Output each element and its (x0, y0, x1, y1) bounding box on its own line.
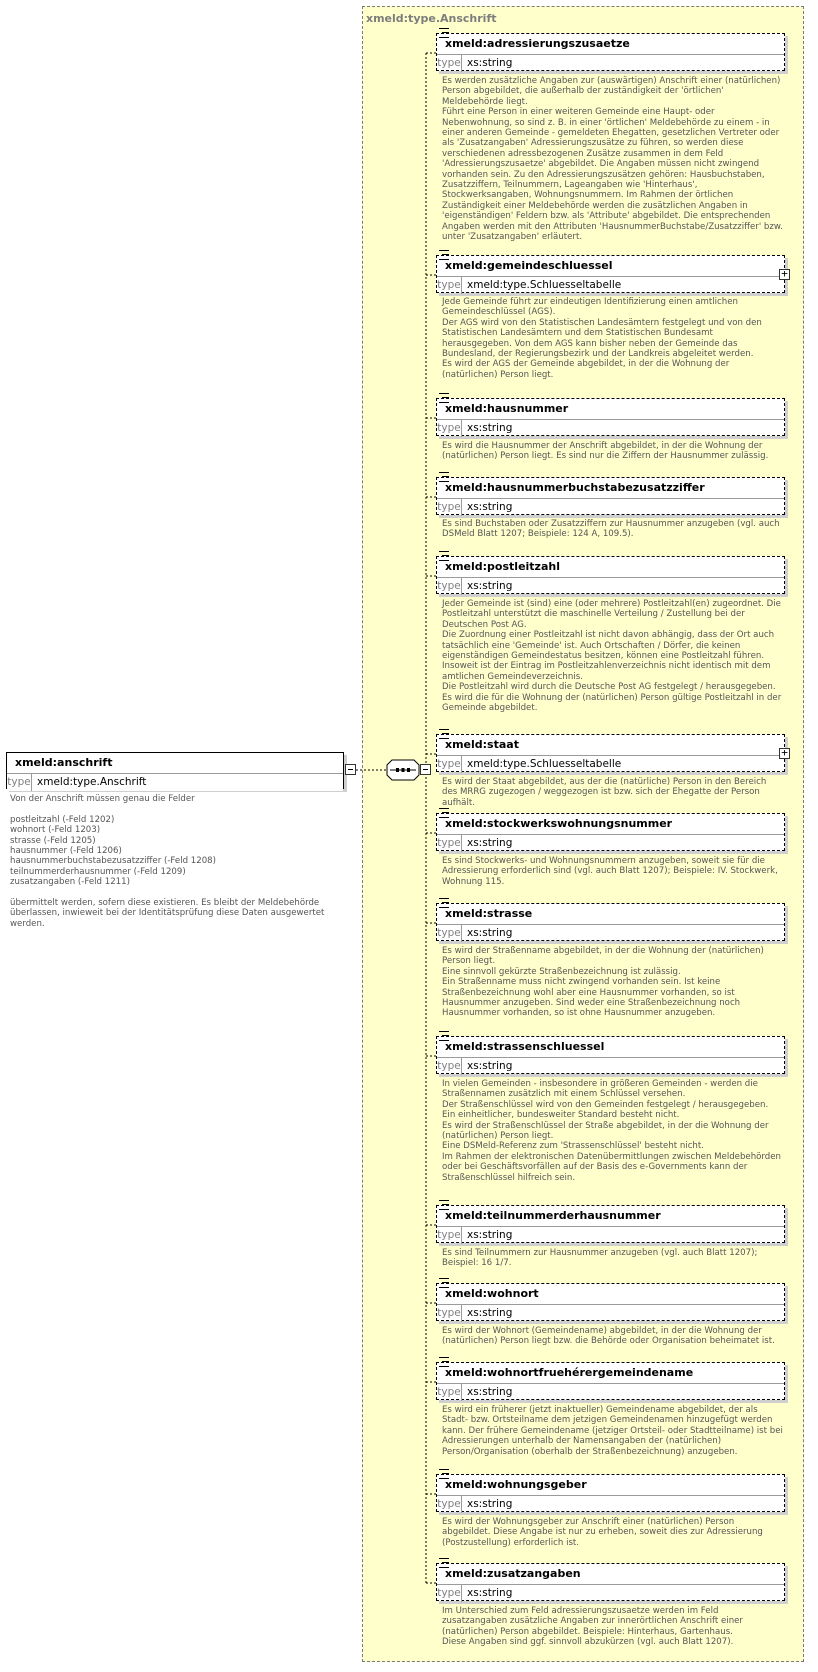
documentation-icon (439, 1200, 449, 1210)
root-type-value: xmeld:type.Anschrift (37, 776, 147, 788)
type-label: type (437, 55, 462, 72)
expand-icon[interactable]: + (779, 269, 790, 280)
element-box[interactable] (436, 33, 785, 71)
documentation-icon (439, 551, 449, 561)
element-box[interactable] (436, 1362, 785, 1400)
element-description: Es wird der Staat abgebildet, aus der die (natürliche) Person in den Bereich des MRRG zugezogen / weggezogen ist bzw. sich der Ehegatte der Person aufhält. (442, 777, 767, 808)
type-label: type (437, 277, 462, 294)
type-value: xs:string (467, 1060, 513, 1072)
type-label: type (437, 925, 462, 942)
type-label: type (437, 499, 462, 516)
element-name: xmeld:wohnungsgeber (437, 1475, 784, 1496)
collapse-sequence-icon[interactable] (420, 764, 431, 775)
root-element-name: xmeld:anschrift (7, 753, 343, 774)
documentation-icon (439, 1031, 449, 1041)
documentation-icon (439, 393, 449, 403)
type-label: type (437, 1305, 462, 1322)
type-label: type (437, 756, 462, 773)
type-label: type (437, 1058, 462, 1075)
type-value: xs:string (467, 57, 513, 69)
element-name: xmeld:gemeindeschluessel (437, 256, 784, 277)
element-description: Es sind Teilnummern zur Hausnummer anzugeben (vgl. auch Blatt 1207); Beispiel: 16 1/7. (442, 1248, 758, 1269)
type-label: type (437, 1384, 462, 1401)
type-label: type (437, 420, 462, 437)
type-label: type (437, 1496, 462, 1513)
root-type-label: type (7, 774, 32, 791)
element-name: xmeld:zusatzangaben (437, 1564, 784, 1585)
element-box[interactable] (436, 903, 785, 941)
element-name: xmeld:adressierungszusaetze (437, 34, 784, 55)
element-name: xmeld:strasse (437, 904, 784, 925)
type-value: xs:string (467, 1307, 513, 1319)
documentation-icon (439, 1357, 449, 1367)
type-label: type (437, 835, 462, 852)
element-name: xmeld:teilnummerderhausnummer (437, 1206, 784, 1227)
element-name: xmeld:wohnort (437, 1284, 784, 1305)
collapse-root-icon[interactable] (345, 764, 356, 775)
type-value: xs:string (467, 1587, 513, 1599)
element-description: Es werden zusätzliche Angaben zur (auswärtigen) Anschrift einer (natürlichen) Person abgebildet, die außerhalb der zuständigkeit der 'örtlichen' Meldebehörde liegt. Führt eine Person in einer weiteren Gemeinde eine Haupt- oder Nebenwohnung, so sind z. B. in einer 'örtlichen' Meldebehörde zu einem - in einer anderen Gemeinde - gemeldeten Ehegatten, gesetzlichen Vertreter oder als 'Zusatzangaben' Adressierungszusätze zu führen, so werden diese verschiedenen adressbezogenen Zusätze zusammen in dem Feld 'Adressierungszusaetze' abgebildet. Die Angaben müssen nicht zwingend vorhanden sein. Zu den Adressierungszusätzen gehören: Hausbuchstaben, Zusatzziffern, Teilnummern, Lageangaben wie 'Hinterhaus', Stockwerksangaben, Wohnungsnummern. Im Rahmen der örtlichen Zuständigkeit einer Meldebehörde werden die zusätzlichen Angaben in 'eigenständigen' Feldern bzw. als 'Attribute' abgebildet. Die entsprechenden Angaben werden mit den Attributen 'HausnummerBuchstabe/Zusatzziffer' bzw. unter 'Zusatzangaben' erläutert. (442, 76, 783, 243)
root-element-box[interactable] (6, 752, 344, 789)
element-name: xmeld:hausnummer (437, 399, 784, 420)
documentation-icon (439, 1278, 449, 1288)
element-description: Es wird die Hausnummer der Anschrift abgebildet, in der die Wohnung der (natürlichen) Person liegt. Es sind nur die Ziffern der Hausnummer zulässig. (442, 441, 769, 462)
element-description: Es wird der Wohnungsgeber zur Anschrift einer (natürlichen) Person abgebildet. Diese Angabe ist nur zu erheben, soweit dies zur Adressierung (Postzustellung) erforderlich ist. (442, 1517, 763, 1548)
element-description: Es sind Stockwerks- und Wohnungsnummern anzugeben, soweit sie für die Adressierung erforderlich sind (vgl. auch Blatt 1207); Beispiele: IV. Stockwerk, Wohnung 115. (442, 856, 778, 887)
element-description: Es wird der Straßenname abgebildet, in der die Wohnung der (natürlichen) Person liegt. Eine sinnvoll gekürzte Straßenbezeichnung ist zulässig. Ein Straßenname muss nicht zwingend vorhanden sein. Ist keine Straßenbezeichnung wohl aber eine Hausnummer vorhanden, so ist Hausnummer anzugeben. Sind weder eine Straßenbezeichnung noch Hausnummer vorhanden, so ist ohne Hausnummer anzugeben. (442, 946, 764, 1019)
sequence-compositor-icon (386, 759, 420, 781)
type-value: xs:string (467, 580, 513, 592)
documentation-icon (439, 28, 449, 38)
element-box[interactable] (436, 556, 785, 594)
root-description: Von der Anschrift müssen genau die Felder postleitzahl (-Feld 1202) wohnort (-Feld 1203) strasse (-Feld 1205) hausnummer (-Feld 1206) hausnummerbuchstabezusatzziffer (-Feld 1208) teilnummerderhausnummer (-Feld 1209) zusatzangaben (-Feld 1211) übermittelt werden, sofern diese existieren. Es bleibt der Meldebehörde überlassen, inwieweit bei der Identitätsprüfung diese Daten ausgewertet werden. (10, 794, 325, 929)
element-name: xmeld:stockwerkswohnungsnummer (437, 814, 784, 835)
element-box[interactable] (436, 813, 785, 851)
type-label: type (437, 1227, 462, 1244)
element-name: xmeld:wohnortfruehérergemeindename (437, 1363, 784, 1384)
element-description: Jede Gemeinde führt zur eindeutigen Identifizierung einen amtlichen Gemeindeschlüssel (AGS). Der AGS wird von den Statistischen Landesämtern festgelegt und von den Statistischen Landesämtern und dem Statistischen Bundesamt herausgegeben. Von dem AGS kann bisher neben der Gemeinde das Bundesland, der Regierungsbezirk und der Landkreis abgeleitet werden. Es wird der AGS der Gemeinde abgebildet, in der die Wohnung der (natürlichen) Person liegt. (442, 297, 762, 380)
type-value: xmeld:type.Schluesseltabelle (467, 758, 622, 770)
element-description: Im Unterschied zum Feld adressierungszusaetze werden im Feld zusatzangaben zusätzliche Angaben zur innerörtlichen Anschrift einer (natürlichen) Person abgebildet. Beispiele: Hinterhaus, Gartenhaus. Diese Angaben sind ggf. sinnvoll abzukürzen (vgl. auch Blatt 1207). (442, 1606, 743, 1648)
element-name: xmeld:staat (437, 735, 784, 756)
type-value: xs:string (467, 1229, 513, 1241)
element-description: Jeder Gemeinde ist (sind) eine (oder mehrere) Postleitzahl(en) zugeordnet. Die Postleitzahl unterstützt die maschinelle Verteilung / Zustellung bei der Deutschen Post AG. Die Zuordnung einer Postleitzahl ist nicht davon abhängig, dass der Ort auch tatsächlich eine 'Gemeinde' ist. Auch Ortschaften / Dörfer, die keinen eigenständigen Gemeindestatus besitzen, können eine Postleitzahl führen. Insoweit ist der Eintrag im Postleitzahlenverzeichnis nicht identisch mit dem amtlichen Gemeindeverzeichnis. Die Postleitzahl wird durch die Deutsche Post AG festgelegt / herausgegeben. Es wird die für die Wohnung der (natürlichen) Person gültige Postleitzahl in der Gemeinde abgebildet. (442, 599, 782, 714)
expand-icon[interactable]: + (779, 748, 790, 759)
type-value: xs:string (467, 422, 513, 434)
documentation-icon (439, 898, 449, 908)
type-label: type (437, 578, 462, 595)
element-name: xmeld:postleitzahl (437, 557, 784, 578)
element-description: Es sind Buchstaben oder Zusatzziffern zur Hausnummer anzugeben (vgl. auch DSMeld Blatt 1207; Beispiele: 124 A, 109.5). (442, 519, 780, 540)
element-name: xmeld:strassenschluessel (437, 1037, 784, 1058)
element-box[interactable] (436, 734, 785, 772)
element-box[interactable] (436, 1205, 785, 1243)
documentation-icon (439, 1469, 449, 1479)
element-box[interactable] (436, 398, 785, 436)
element-name: xmeld:hausnummerbuchstabezusatzziffer (437, 478, 784, 499)
element-box[interactable] (436, 1036, 785, 1074)
documentation-icon (439, 1558, 449, 1568)
element-box[interactable] (436, 1563, 785, 1601)
type-value: xs:string (467, 927, 513, 939)
element-description: Es wird der Wohnort (Gemeindename) abgebildet, in der die Wohnung der (natürlichen) Person liegt bzw. die Behörde oder Organisation beheimatet ist. (442, 1326, 775, 1347)
element-box[interactable] (436, 477, 785, 515)
element-description: In vielen Gemeinden - insbesondere in größeren Gemeinden - werden die Straßennamen zusätzlich mit einem Schlüssel versehen. Der Straßenschlüssel wird von den Gemeinden festgelegt / herausgegeben. Ein einheitlicher, bundesweiter Standard besteht nicht. Es wird der Straßenschlüssel der Straße abgebildet, in der die Wohnung der (natürlichen) Person liegt. Eine DSMeld-Referenz zum 'Strassenschlüssel' besteht nicht. Im Rahmen der elektronischen Datenübermittlungen zwischen Meldebehörden oder bei Geschäftsvorfällen auf der Basis des e-Governments kann der Straßenschlüssel hilfreich sein. (442, 1079, 781, 1183)
documentation-icon (439, 250, 449, 260)
documentation-icon (439, 472, 449, 482)
element-box[interactable] (436, 1474, 785, 1512)
group-title: xmeld:type.Anschrift (366, 12, 497, 25)
documentation-icon (439, 729, 449, 739)
element-box[interactable] (436, 255, 785, 293)
type-value: xs:string (467, 837, 513, 849)
type-value: xs:string (467, 1498, 513, 1510)
type-value: xmeld:type.Schluesseltabelle (467, 279, 622, 291)
element-box[interactable] (436, 1283, 785, 1321)
documentation-icon (439, 808, 449, 818)
element-description: Es wird ein früherer (jetzt inaktueller) Gemeindename abgebildet, der als Stadt- bzw. Ortsteilname dem jetzigen Gemeindenamen hinzugefügt werden kann. Der frühere Gemeindename (jetziger Ortsteil- oder Stadtteilname) ist bei Adressierungen unterhalb der Namensangaben der (natürlichen) Person/Organisation (oberhalb der Straßenbezeichnung) anzugeben. (442, 1405, 783, 1457)
type-value: xs:string (467, 1386, 513, 1398)
type-label: type (437, 1585, 462, 1602)
type-value: xs:string (467, 501, 513, 513)
